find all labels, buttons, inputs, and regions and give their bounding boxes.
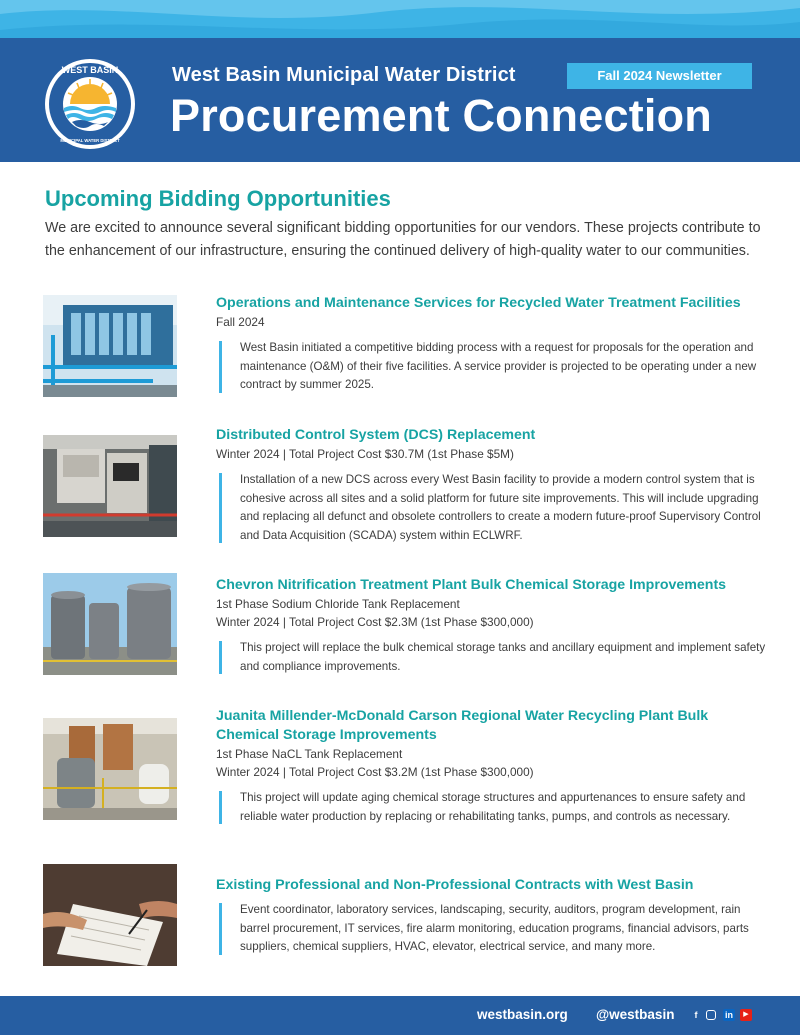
project-title: Distributed Control System (DCS) Replacement <box>216 427 536 443</box>
project-body <box>216 876 766 957</box>
footer-bar <box>0 996 800 1035</box>
project-meta: Winter 2024 | Total Project Cost $3.2M (1st Phase $300,000) <box>216 765 534 779</box>
project-meta: 1st Phase Sodium Chloride Tank Replacement <box>216 597 460 611</box>
chemical-tanks-photo <box>43 573 177 675</box>
project-title: Operations and Maintenance Services for Recycled Water Treatment Facilities <box>216 295 741 311</box>
project-description: Event coordinator, laboratory services, landscaping, security, auditors, program development, rain barrel procurement, IT services, fire alarm monitoring, education programs, financial advisors, parts suppliers, chemical suppliers, HVAC, elevator, electrical service, and many more. <box>216 901 766 957</box>
project-meta: Fall 2024 <box>216 315 265 329</box>
project-meta: 1st Phase NaCL Tank Replacement <box>216 747 403 761</box>
contract-signing-photo <box>43 864 177 966</box>
project-title: Juanita Millender-McDonald Carson Regional Water Recycling Plant Bulk Chemical Storage Improvements <box>216 708 709 743</box>
youtube-icon[interactable]: ▶ <box>740 1009 752 1021</box>
project-title: Existing Professional and Non-Professional Contracts with West Basin <box>216 877 694 893</box>
project-body <box>216 294 766 395</box>
intro-paragraph: We are excited to announce several significant bidding opportunities for our vendors. These projects contribute to the enhancement of our infrastructure, ensuring the continued delivery of high-quality water to our communities. <box>45 220 761 259</box>
newsletter-badge: Fall 2024 Newsletter <box>567 63 752 89</box>
treatment-facility-photo <box>43 295 177 397</box>
linkedin-icon[interactable]: in <box>725 1010 733 1020</box>
org-name: West Basin Municipal Water District <box>172 64 516 86</box>
project-description: This project will update aging chemical storage structures and appurtenances to ensure safety and reliable water production by replacing or rehabilitating tanks, pumps, and controls as necessary. <box>216 789 766 826</box>
website-link[interactable]: westbasin.org <box>477 1007 568 1022</box>
water-recycling-plant-photo <box>43 718 177 820</box>
project-body <box>216 707 766 826</box>
project-body <box>216 426 766 545</box>
page-title: Procurement Connection <box>170 90 712 141</box>
project-meta: Winter 2024 | Total Project Cost $2.3M (1st Phase $300,000) <box>216 615 534 629</box>
project-description: Installation of a new DCS across every West Basin facility to provide a modern control system that is cohesive across all sites and a solid platform for future site improvements. This will include upgrading and replacing all defunct and obsolete controllers to create a modern future-proof Supervisory Control and Data Acquisition (SCADA) system within ECLWRF. <box>216 471 766 545</box>
project-body <box>216 576 766 676</box>
control-panel-photo <box>43 435 177 537</box>
west-basin-logo <box>44 58 136 150</box>
project-meta: Winter 2024 | Total Project Cost $30.7M (1st Phase $5M) <box>216 447 514 461</box>
logo-text-bottom: MUNICIPAL WATER DISTRICT <box>60 138 120 143</box>
social-handle: @westbasin <box>596 1007 675 1022</box>
section-heading: Upcoming Bidding Opportunities <box>45 186 391 211</box>
project-title: Chevron Nitrification Treatment Plant Bulk Chemical Storage Improvements <box>216 577 727 593</box>
project-description: This project will replace the bulk chemical storage tanks and ancillary equipment and implement safety and compliance improvements. <box>216 639 766 676</box>
header-wave-band <box>0 0 800 40</box>
logo-text-top: WEST BASIN <box>61 65 119 75</box>
instagram-icon[interactable] <box>706 1010 716 1020</box>
facebook-icon[interactable]: f <box>694 1010 698 1020</box>
project-description: West Basin initiated a competitive bidding process with a request for proposals for the operation and maintenance (O&M) of their five facilities. A service provider is projected to be operating under a new contract by summer 2025. <box>216 339 766 395</box>
